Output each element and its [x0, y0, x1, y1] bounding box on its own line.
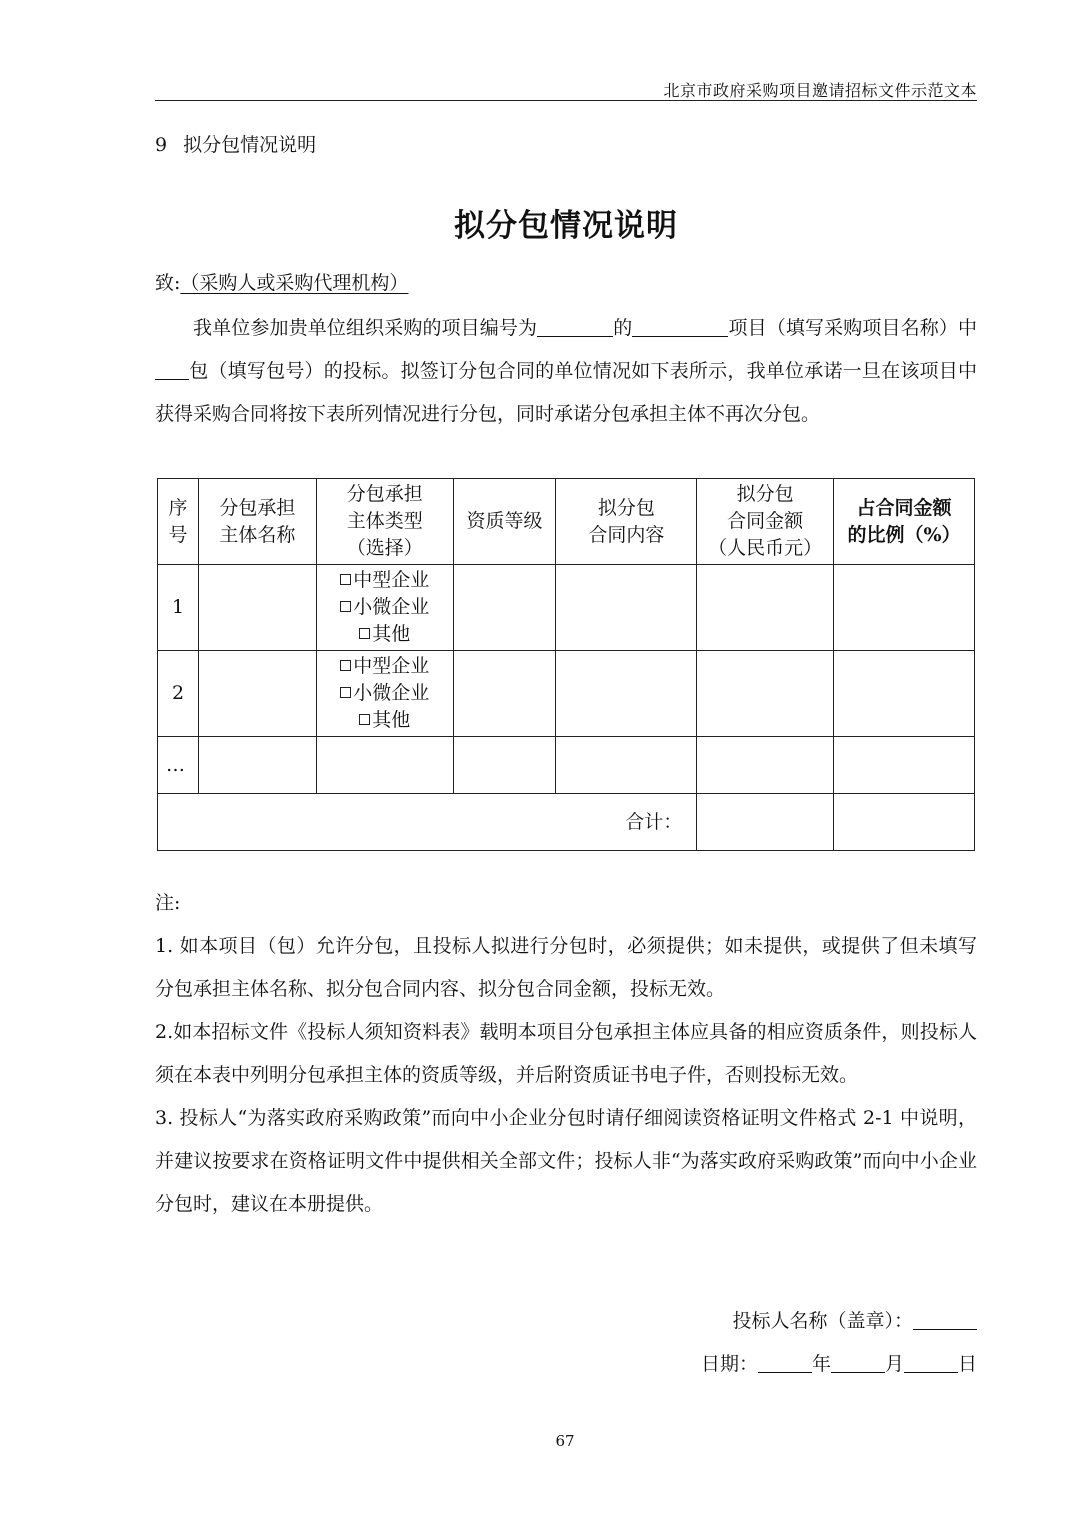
- contract-amount-cell[interactable]: [697, 565, 834, 651]
- table-row: [158, 565, 975, 651]
- checkbox-icon[interactable]: [340, 687, 351, 698]
- ratio-cell[interactable]: [834, 651, 975, 737]
- addressee-line: [155, 268, 408, 295]
- contract-amount-cell[interactable]: [697, 651, 834, 737]
- row-seq: 1: [158, 565, 199, 651]
- entity-name-cell[interactable]: [198, 737, 316, 794]
- intro-text-1: 我单位参加贵单位组织采购的项目编号为: [193, 317, 538, 339]
- option-other[interactable]: 其他: [319, 707, 451, 734]
- entity-name-cell[interactable]: [198, 565, 316, 651]
- header-entity-name: 分包承担 主体名称: [198, 479, 316, 565]
- option-other[interactable]: 其他: [319, 621, 451, 648]
- entity-type-cell: [316, 565, 453, 651]
- ellipsis-cell: …: [158, 737, 199, 794]
- entity-type-cell: [316, 651, 453, 737]
- qualification-cell[interactable]: [453, 737, 556, 794]
- notes-label: 注:: [155, 892, 181, 914]
- row-seq: 2: [158, 651, 199, 737]
- section-heading: [155, 130, 316, 157]
- day-blank[interactable]: [904, 1353, 958, 1373]
- entity-type-cell[interactable]: [316, 737, 453, 794]
- header-qualification: 资质等级: [453, 479, 556, 565]
- header-divider: [155, 100, 977, 101]
- checkbox-icon[interactable]: [340, 660, 351, 671]
- checkbox-icon[interactable]: [340, 601, 351, 612]
- total-ratio-cell[interactable]: [834, 794, 975, 851]
- contract-amount-cell[interactable]: [697, 737, 834, 794]
- project-number-blank[interactable]: [537, 317, 613, 337]
- total-amount-cell[interactable]: [697, 794, 834, 851]
- ratio-cell[interactable]: [834, 737, 975, 794]
- notes-section: [155, 882, 977, 1226]
- contract-content-cell[interactable]: [556, 565, 697, 651]
- project-name-blank[interactable]: [632, 317, 728, 337]
- running-header: 北京市政府采购项目邀请招标文件示范文本: [663, 81, 977, 100]
- option-small-micro[interactable]: 小微企业: [319, 594, 451, 621]
- option-medium[interactable]: 中型企业: [319, 653, 451, 680]
- checkbox-icon[interactable]: [359, 714, 370, 725]
- year-label: 年: [811, 1353, 831, 1375]
- bidder-name-label: 投标人名称（盖章）：: [732, 1310, 913, 1332]
- addressee-value: （采购人或采购代理机构）: [180, 272, 409, 294]
- section-title: 拟分包情况说明: [183, 134, 317, 156]
- addressee-label: 致:: [155, 272, 181, 294]
- intro-text-3: 项目（填写采购项目名称）中: [728, 317, 977, 339]
- package-number-blank[interactable]: [155, 360, 189, 380]
- table-row: [158, 651, 975, 737]
- month-blank[interactable]: [831, 1353, 885, 1373]
- option-small-micro[interactable]: 小微企业: [319, 680, 451, 707]
- ellipsis-row: [158, 737, 975, 794]
- header-contract-amount: 拟分包 合同金额 （人民币元）: [697, 479, 834, 565]
- date-label: 日期：: [700, 1353, 758, 1375]
- section-number: 9: [155, 134, 168, 156]
- checkbox-icon[interactable]: [340, 574, 351, 585]
- year-blank[interactable]: [758, 1353, 812, 1373]
- document-title: 拟分包情况说明: [454, 208, 678, 244]
- intro-text-2: 的: [613, 317, 633, 339]
- signature-block: [701, 1300, 977, 1386]
- day-label: 日: [957, 1353, 977, 1375]
- contract-content-cell[interactable]: [556, 737, 697, 794]
- entity-name-cell[interactable]: [198, 651, 316, 737]
- header-ratio: 占合同金额 的比例（%）: [834, 479, 975, 565]
- note-item: 3. 投标人“为落实政府采购政策”而向中小企业分包时请仔细阅读资格证明文件格式 2-1 中说明，并建议按要求在资格证明文件中提供相关全部文件；投标人非“为落实政府采购政策”而向中小企业分包时，建议在本册提供。: [155, 1107, 977, 1215]
- ratio-cell[interactable]: [834, 565, 975, 651]
- checkbox-icon[interactable]: [359, 628, 370, 639]
- date-line: [701, 1343, 977, 1386]
- contract-content-cell[interactable]: [556, 651, 697, 737]
- subcontract-table: [157, 478, 975, 851]
- intro-paragraph: [155, 307, 977, 436]
- intro-text-4: 包（填写包号）的投标。拟签订分包合同的单位情况如下表所示，我单位承诺一旦在该项目中获得采购合同将按下表所列情况进行分包，同时承诺分包承担主体不再次分包。: [155, 360, 977, 425]
- total-row: [158, 794, 975, 851]
- month-label: 月: [884, 1353, 904, 1375]
- total-label: 合计：: [158, 794, 697, 851]
- header-entity-type: 分包承担 主体类型 （选择）: [316, 479, 453, 565]
- bidder-name-line: [701, 1300, 977, 1343]
- option-medium[interactable]: 中型企业: [319, 567, 451, 594]
- bidder-name-blank[interactable]: [913, 1310, 977, 1330]
- note-item: 2.如本招标文件《投标人须知资料表》载明本项目分包承担主体应具备的相应资质条件，则投标人须在本表中列明分包承担主体的资质等级，并后附资质证书电子件，否则投标无效。: [155, 1021, 977, 1086]
- page-number: 67: [555, 1432, 575, 1450]
- qualification-cell[interactable]: [453, 565, 556, 651]
- table-header-row: [158, 479, 975, 565]
- header-contract-content: 拟分包 合同内容: [556, 479, 697, 565]
- header-seq: 序 号: [158, 479, 199, 565]
- note-item: 1. 如本项目（包）允许分包，且投标人拟进行分包时，必须提供；如未提供，或提供了但未填写分包承担主体名称、拟分包合同内容、拟分包合同金额，投标无效。: [155, 935, 977, 1000]
- qualification-cell[interactable]: [453, 651, 556, 737]
